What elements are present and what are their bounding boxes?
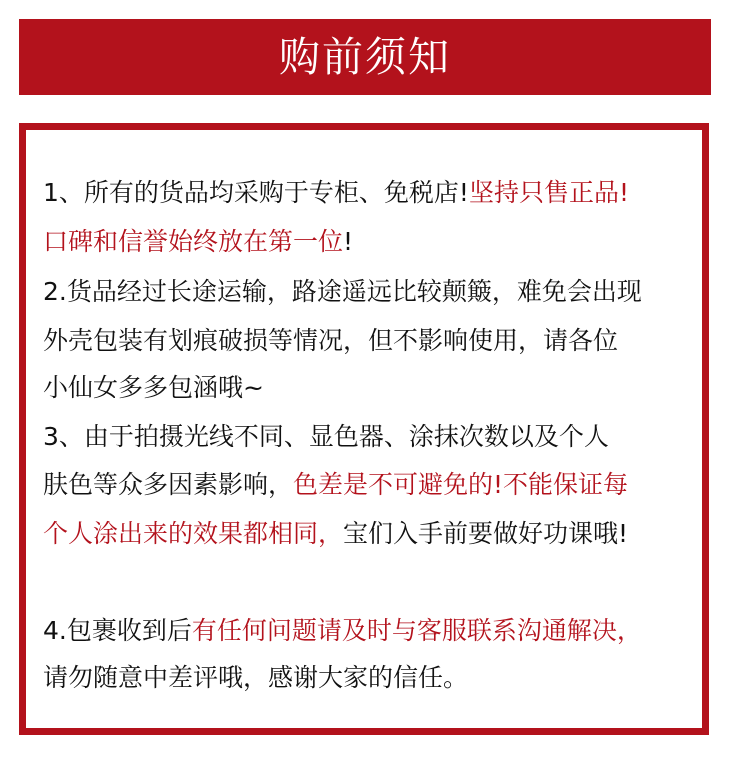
notice-item-3-text: 肤色等众多因素影响， [43,470,294,499]
notice-item-2-line-2: 外壳包装有划痕破损等情况，但不影响使用，请各位 [43,326,619,355]
notice-item-2-line-3: 小仙女多多包涵哦~ [43,373,264,402]
notice-item-2-line-1: 2.货品经过长途运输，路途遥远比较颠簸，难免会出现 [43,277,642,306]
notice-item-1-line-2 [43,225,353,259]
title-banner [19,19,711,95]
notice-item-4-line-1 [43,614,642,648]
notice-item-4-line-2: 请勿随意中差评哦，感谢大家的信任。 [43,663,469,692]
notice-item-3-emphasis: 色差是不可避免的!不能保证每 [293,470,629,499]
notice-item-1-line-1 [43,176,629,210]
notice-item-1-emphasis-2: 口碑和信誉始终放在第一位 [43,227,344,256]
notice-item-1-emphasis: 坚持只售正品! [468,178,629,207]
notice-item-3-text-2: 宝们入手前要做好功课哦! [343,519,629,548]
notice-item-3-emphasis-2: 个人涂出来的效果都相同， [43,519,344,548]
notice-item-3-line-2 [43,468,628,502]
notice-item-3-line-3 [43,517,628,551]
notice-item-3-line-1: 3、由于拍摄光线不同、显色器、涂抹次数以及个人 [43,422,609,451]
notice-item-4-emphasis: 有任何问题请及时与客服联系沟通解决， [191,616,642,645]
notice-item-1-text: 1、所有的货品均采购于专柜、免税店! [43,178,469,207]
page-title: 购前须知 [279,32,451,81]
notice-item-4-text: 4.包裹收到后 [43,616,192,645]
notice-box [19,123,709,735]
notice-item-1-tail: ! [343,227,354,256]
